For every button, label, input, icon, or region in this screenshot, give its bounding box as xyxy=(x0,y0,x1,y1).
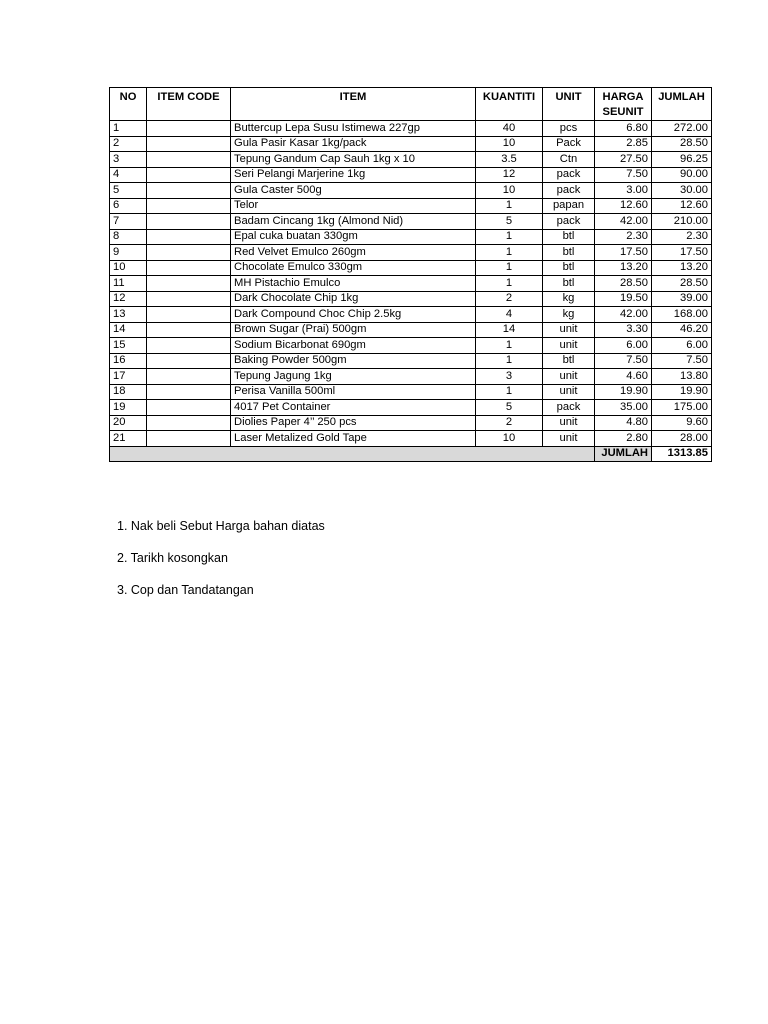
cell-unit-price: 3.00 xyxy=(595,183,652,199)
cell-unit: kg xyxy=(543,291,595,307)
table-row xyxy=(110,338,712,354)
cell-item-code xyxy=(147,431,231,447)
cell-quantity: 12 xyxy=(476,167,543,183)
cell-amount: 13.80 xyxy=(652,369,712,385)
cell-item: Buttercup Lepa Susu Istimewa 227gp xyxy=(231,121,476,137)
cell-amount: 210.00 xyxy=(652,214,712,230)
cell-no: 7 xyxy=(110,214,147,230)
cell-no: 11 xyxy=(110,276,147,292)
cell-item: Dark Compound Choc Chip 2.5kg xyxy=(231,307,476,323)
cell-quantity: 10 xyxy=(476,431,543,447)
cell-no: 4 xyxy=(110,167,147,183)
cell-no: 17 xyxy=(110,369,147,385)
header-no: NO xyxy=(110,88,147,121)
table-row xyxy=(110,353,712,369)
cell-amount: 6.00 xyxy=(652,338,712,354)
cell-item: Diolies Paper 4’’ 250 pcs xyxy=(231,415,476,431)
cell-amount: 30.00 xyxy=(652,183,712,199)
cell-amount: 39.00 xyxy=(652,291,712,307)
cell-item-code xyxy=(147,183,231,199)
cell-unit-price: 2.80 xyxy=(595,431,652,447)
cell-item-code xyxy=(147,353,231,369)
table-row xyxy=(110,121,712,137)
cell-amount: 175.00 xyxy=(652,400,712,416)
table-row xyxy=(110,384,712,400)
cell-unit-price: 13.20 xyxy=(595,260,652,276)
cell-item-code xyxy=(147,276,231,292)
table-row xyxy=(110,415,712,431)
cell-unit-price: 28.50 xyxy=(595,276,652,292)
cell-item: Epal cuka buatan 330gm xyxy=(231,229,476,245)
cell-unit-price: 2.85 xyxy=(595,136,652,152)
cell-item: Badam Cincang 1kg (Almond Nid) xyxy=(231,214,476,230)
note-item: 2. Tarikh kosongkan xyxy=(117,551,228,565)
cell-item-code xyxy=(147,167,231,183)
cell-unit: unit xyxy=(543,338,595,354)
cell-item-code xyxy=(147,415,231,431)
table-row xyxy=(110,276,712,292)
table-row xyxy=(110,307,712,323)
cell-quantity: 1 xyxy=(476,353,543,369)
cell-quantity: 1 xyxy=(476,338,543,354)
total-value: 1313.85 xyxy=(652,446,712,462)
cell-quantity: 2 xyxy=(476,291,543,307)
table-row xyxy=(110,369,712,385)
cell-item-code xyxy=(147,400,231,416)
cell-amount: 17.50 xyxy=(652,245,712,261)
cell-no: 8 xyxy=(110,229,147,245)
cell-no: 14 xyxy=(110,322,147,338)
table-row xyxy=(110,260,712,276)
cell-unit: btl xyxy=(543,229,595,245)
cell-item: Gula Pasir Kasar 1kg/pack xyxy=(231,136,476,152)
cell-item: Tepung Gandum Cap Sauh 1kg x 10 xyxy=(231,152,476,168)
cell-unit: btl xyxy=(543,260,595,276)
cell-item: Baking Powder 500gm xyxy=(231,353,476,369)
cell-unit: btl xyxy=(543,353,595,369)
cell-item: Gula Caster 500g xyxy=(231,183,476,199)
note-item: 3. Cop dan Tandatangan xyxy=(117,583,254,597)
cell-no: 18 xyxy=(110,384,147,400)
cell-no: 16 xyxy=(110,353,147,369)
total-row-filler xyxy=(110,446,595,462)
cell-unit-price: 27.50 xyxy=(595,152,652,168)
cell-quantity: 1 xyxy=(476,260,543,276)
cell-unit-price: 42.00 xyxy=(595,214,652,230)
cell-item-code xyxy=(147,384,231,400)
cell-no: 12 xyxy=(110,291,147,307)
cell-unit: pack xyxy=(543,214,595,230)
cell-quantity: 2 xyxy=(476,415,543,431)
cell-no: 21 xyxy=(110,431,147,447)
header-amount: JUMLAH xyxy=(652,88,712,121)
cell-amount: 28.50 xyxy=(652,276,712,292)
cell-amount: 168.00 xyxy=(652,307,712,323)
cell-no: 20 xyxy=(110,415,147,431)
cell-no: 9 xyxy=(110,245,147,261)
table-row xyxy=(110,400,712,416)
cell-unit: unit xyxy=(543,369,595,385)
header-unit-price: HARGA SEUNIT xyxy=(595,88,652,121)
cell-item-code xyxy=(147,152,231,168)
cell-item-code xyxy=(147,291,231,307)
cell-item: Dark Chocolate Chip 1kg xyxy=(231,291,476,307)
cell-item: Telor xyxy=(231,198,476,214)
cell-amount: 28.50 xyxy=(652,136,712,152)
table-row xyxy=(110,152,712,168)
cell-amount: 19.90 xyxy=(652,384,712,400)
cell-quantity: 10 xyxy=(476,183,543,199)
cell-unit-price: 35.00 xyxy=(595,400,652,416)
cell-amount: 12.60 xyxy=(652,198,712,214)
table-row xyxy=(110,198,712,214)
cell-item: Red Velvet Emulco 260gm xyxy=(231,245,476,261)
cell-amount: 90.00 xyxy=(652,167,712,183)
cell-quantity: 1 xyxy=(476,276,543,292)
cell-unit-price: 17.50 xyxy=(595,245,652,261)
table-row xyxy=(110,136,712,152)
table-row xyxy=(110,183,712,199)
cell-unit: unit xyxy=(543,384,595,400)
cell-amount: 2.30 xyxy=(652,229,712,245)
cell-no: 10 xyxy=(110,260,147,276)
table-row xyxy=(110,291,712,307)
cell-unit-price: 7.50 xyxy=(595,353,652,369)
cell-unit-price: 6.00 xyxy=(595,338,652,354)
header-quantity: KUANTITI xyxy=(476,88,543,121)
total-label: JUMLAH xyxy=(595,446,652,462)
cell-unit: unit xyxy=(543,431,595,447)
cell-unit-price: 19.50 xyxy=(595,291,652,307)
cell-item: Brown Sugar (Prai) 500gm xyxy=(231,322,476,338)
note-item: 1. Nak beli Sebut Harga bahan diatas xyxy=(117,519,325,533)
cell-quantity: 5 xyxy=(476,214,543,230)
cell-unit-price: 19.90 xyxy=(595,384,652,400)
cell-item: Sodium Bicarbonat 690gm xyxy=(231,338,476,354)
notes-list xyxy=(117,519,325,615)
cell-amount: 28.00 xyxy=(652,431,712,447)
cell-no: 3 xyxy=(110,152,147,168)
cell-unit: pack xyxy=(543,167,595,183)
table-header-row xyxy=(110,88,712,121)
cell-item-code xyxy=(147,245,231,261)
cell-item-code xyxy=(147,198,231,214)
cell-unit: pack xyxy=(543,400,595,416)
cell-unit: unit xyxy=(543,415,595,431)
cell-amount: 13.20 xyxy=(652,260,712,276)
cell-quantity: 3.5 xyxy=(476,152,543,168)
table-body xyxy=(110,121,712,447)
cell-unit-price: 4.80 xyxy=(595,415,652,431)
cell-quantity: 40 xyxy=(476,121,543,137)
cell-quantity: 10 xyxy=(476,136,543,152)
table-row xyxy=(110,322,712,338)
cell-quantity: 1 xyxy=(476,384,543,400)
cell-amount: 96.25 xyxy=(652,152,712,168)
cell-unit: pcs xyxy=(543,121,595,137)
cell-unit: btl xyxy=(543,276,595,292)
cell-unit: kg xyxy=(543,307,595,323)
cell-item: 4017 Pet Container xyxy=(231,400,476,416)
cell-item-code xyxy=(147,322,231,338)
cell-no: 2 xyxy=(110,136,147,152)
cell-item: Chocolate Emulco 330gm xyxy=(231,260,476,276)
cell-unit-price: 2.30 xyxy=(595,229,652,245)
cell-unit: btl xyxy=(543,245,595,261)
cell-amount: 9.60 xyxy=(652,415,712,431)
cell-item-code xyxy=(147,214,231,230)
cell-item-code xyxy=(147,338,231,354)
cell-item-code xyxy=(147,369,231,385)
cell-no: 19 xyxy=(110,400,147,416)
cell-no: 6 xyxy=(110,198,147,214)
total-row xyxy=(110,446,712,462)
cell-item: Perisa Vanilla 500ml xyxy=(231,384,476,400)
cell-amount: 272.00 xyxy=(652,121,712,137)
cell-quantity: 1 xyxy=(476,229,543,245)
cell-quantity: 1 xyxy=(476,198,543,214)
header-unit: UNIT xyxy=(543,88,595,121)
table-row xyxy=(110,214,712,230)
cell-quantity: 4 xyxy=(476,307,543,323)
cell-unit-price: 7.50 xyxy=(595,167,652,183)
table-row xyxy=(110,229,712,245)
cell-item: MH Pistachio Emulco xyxy=(231,276,476,292)
header-item: ITEM xyxy=(231,88,476,121)
cell-quantity: 3 xyxy=(476,369,543,385)
cell-quantity: 1 xyxy=(476,245,543,261)
table-row xyxy=(110,245,712,261)
cell-item-code xyxy=(147,121,231,137)
header-item-code: ITEM CODE xyxy=(147,88,231,121)
table-row xyxy=(110,431,712,447)
cell-unit: pack xyxy=(543,183,595,199)
cell-amount: 7.50 xyxy=(652,353,712,369)
cell-unit-price: 12.60 xyxy=(595,198,652,214)
cell-unit-price: 42.00 xyxy=(595,307,652,323)
cell-no: 13 xyxy=(110,307,147,323)
cell-no: 15 xyxy=(110,338,147,354)
cell-quantity: 14 xyxy=(476,322,543,338)
cell-unit-price: 4.60 xyxy=(595,369,652,385)
cell-item-code xyxy=(147,260,231,276)
cell-no: 1 xyxy=(110,121,147,137)
cell-item-code xyxy=(147,136,231,152)
cell-item: Laser Metalized Gold Tape xyxy=(231,431,476,447)
cell-quantity: 5 xyxy=(476,400,543,416)
cell-amount: 46.20 xyxy=(652,322,712,338)
cell-no: 5 xyxy=(110,183,147,199)
cell-unit-price: 6.80 xyxy=(595,121,652,137)
cell-item: Tepung Jagung 1kg xyxy=(231,369,476,385)
table-row xyxy=(110,167,712,183)
quotation-table xyxy=(109,87,712,462)
cell-unit: Ctn xyxy=(543,152,595,168)
cell-unit: Pack xyxy=(543,136,595,152)
cell-unit-price: 3.30 xyxy=(595,322,652,338)
cell-item-code xyxy=(147,229,231,245)
cell-unit: papan xyxy=(543,198,595,214)
cell-item: Seri Pelangi Marjerine 1kg xyxy=(231,167,476,183)
cell-unit: unit xyxy=(543,322,595,338)
cell-item-code xyxy=(147,307,231,323)
